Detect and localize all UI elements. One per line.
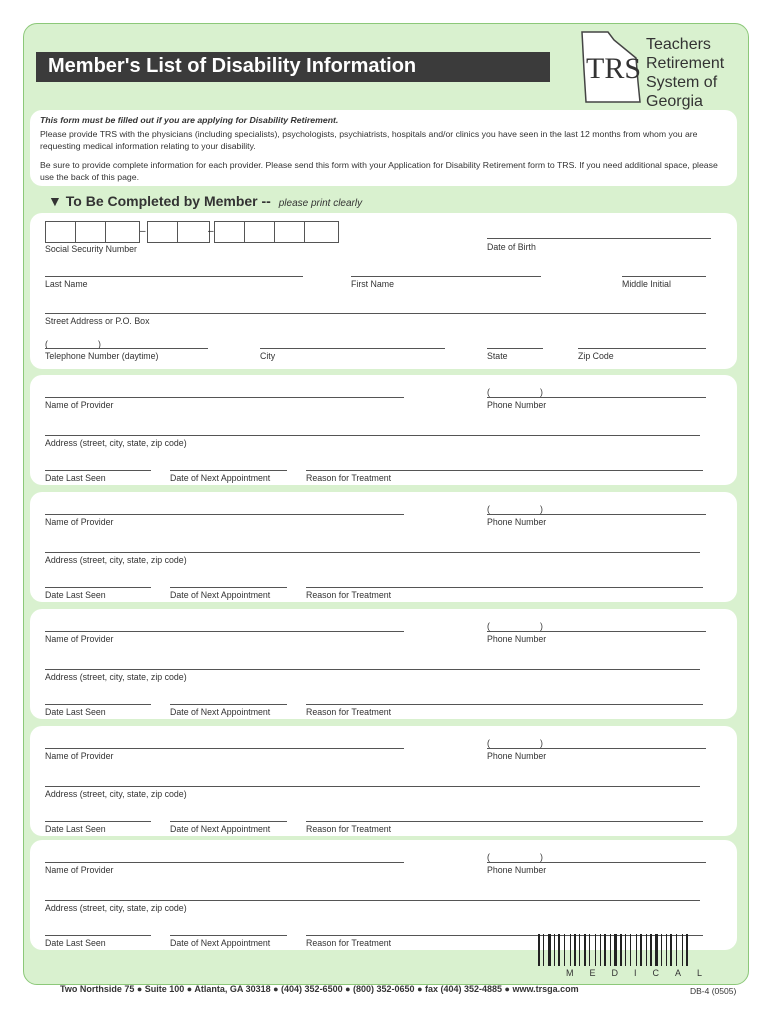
reason-field[interactable]: [306, 587, 703, 588]
section-heading: [48, 193, 362, 209]
org-name: [646, 35, 724, 111]
first-name-label: First Name: [351, 279, 395, 289]
intro-paragraph: Please provide TRS with the physicians (including specialists), psychologists, psychiatrists, hospitals and/or clinics you have seen in the last 12 months from whom you are requesting medical information relating to your disability.: [40, 129, 698, 151]
provider-address-field[interactable]: [45, 435, 700, 436]
dob-field[interactable]: [487, 238, 711, 239]
barcode-bar: [579, 934, 580, 966]
barcode: [538, 934, 714, 968]
last-name-label: Last Name: [45, 279, 88, 289]
provider-area-close: ): [540, 504, 543, 514]
provider-area-close: ): [540, 387, 543, 397]
provider-area-open: (: [487, 852, 490, 862]
section-subtitle: please print clearly: [278, 198, 363, 209]
org-name-line: Georgia: [646, 93, 703, 110]
section-title: To Be Completed by Member --: [65, 193, 271, 209]
barcode-bar: [574, 934, 576, 966]
provider-address-field[interactable]: [45, 669, 700, 670]
provider-area-open: (: [487, 621, 490, 631]
provider-phone-label: Phone Number: [487, 751, 547, 761]
barcode-caption: MEDICAL: [566, 968, 719, 978]
barcode-bar: [620, 934, 622, 966]
provider-phone-label: Phone Number: [487, 865, 547, 875]
provider-phone-field[interactable]: [487, 397, 706, 398]
middle-initial-label: Middle Initial: [622, 279, 671, 289]
title-bar: [36, 52, 550, 82]
zip-label: Zip Code: [578, 351, 614, 361]
barcode-bar: [636, 934, 637, 966]
provider-address-label: Address (street, city, state, zip code): [45, 672, 187, 682]
page-title: Member's List of Disability Information: [48, 55, 417, 77]
provider-panel: [30, 726, 737, 836]
date-last-seen-label: Date Last Seen: [45, 707, 106, 717]
provider-name-label: Name of Provider: [45, 751, 114, 761]
reason-field[interactable]: [306, 704, 703, 705]
provider-area-close: ): [540, 738, 543, 748]
barcode-bar: [650, 934, 652, 966]
barcode-bar: [625, 934, 626, 966]
intro-panel: [30, 110, 737, 186]
provider-name-label: Name of Provider: [45, 634, 114, 644]
next-appointment-label: Date of Next Appointment: [170, 473, 271, 483]
street-label: Street Address or P.O. Box: [45, 316, 150, 326]
telephone-label: Telephone Number (daytime): [45, 351, 159, 361]
barcode-bar: [676, 934, 677, 966]
ssn-part-2[interactable]: [147, 221, 210, 243]
reason-label: Reason for Treatment: [306, 938, 392, 948]
provider-name-label: Name of Provider: [45, 865, 114, 875]
date-last-seen-label: Date Last Seen: [45, 938, 106, 948]
org-name-line: System of: [646, 74, 718, 91]
intro-notice: This form must be filled out if you are applying for Disability Retirement.: [40, 115, 339, 125]
provider-address-label: Address (street, city, state, zip code): [45, 903, 187, 913]
provider-panel: [30, 492, 737, 602]
trs-logo: [578, 30, 644, 104]
dob-label: Date of Birth: [487, 242, 536, 252]
reason-field[interactable]: [306, 821, 703, 822]
footer-address: Two Northside 75 ● Suite 100 ● Atlanta, GA 30318 ● (404) 352-6500 ● (800) 352-0650 ● fax (404) 352-4885 ● www.trsga.com: [60, 984, 579, 994]
provider-address-label: Address (street, city, state, zip code): [45, 555, 187, 565]
date-last-seen-field[interactable]: [45, 704, 151, 705]
barcode-bar: [630, 934, 631, 966]
barcode-bar: [543, 934, 544, 966]
provider-name-field[interactable]: [45, 397, 404, 398]
barcode-bar: [558, 934, 560, 966]
reason-label: Reason for Treatment: [306, 824, 392, 834]
ssn-part-3[interactable]: [214, 221, 339, 243]
barcode-bar: [666, 934, 667, 966]
phone-area-close: ): [98, 339, 101, 349]
barcode-bar: [610, 934, 611, 966]
street-field[interactable]: [45, 313, 706, 314]
state-field[interactable]: [487, 348, 543, 349]
barcode-bar: [600, 934, 601, 966]
next-appointment-label: Date of Next Appointment: [170, 590, 271, 600]
provider-phone-label: Phone Number: [487, 400, 547, 410]
barcode-bar: [595, 934, 596, 966]
provider-phone-field[interactable]: [487, 748, 706, 749]
provider-phone-label: Phone Number: [487, 634, 547, 644]
provider-area-open: (: [487, 387, 490, 397]
provider-area-open: (: [487, 504, 490, 514]
provider-panel: [30, 375, 737, 485]
zip-field[interactable]: [578, 348, 706, 349]
barcode-bar: [682, 934, 683, 966]
city-label: City: [260, 351, 276, 361]
provider-name-field[interactable]: [45, 631, 404, 632]
provider-name-field[interactable]: [45, 514, 404, 515]
barcode-bar: [584, 934, 586, 966]
org-name-line: Retirement: [646, 55, 725, 72]
reason-label: Reason for Treatment: [306, 590, 392, 600]
provider-name-field[interactable]: [45, 862, 404, 863]
next-appointment-field[interactable]: [170, 470, 287, 471]
provider-phone-field[interactable]: [487, 631, 706, 632]
reason-field[interactable]: [306, 470, 703, 471]
provider-panel: [30, 609, 737, 719]
provider-area-close: ): [540, 852, 543, 862]
date-last-seen-label: Date Last Seen: [45, 473, 106, 483]
provider-name-field[interactable]: [45, 748, 404, 749]
intro-paragraph: Be sure to provide complete information for each provider. Please send this form with your Application for Disability Retirement form to TRS. If you need additional space, please use the back of this page.: [40, 160, 718, 182]
first-name-field[interactable]: [351, 276, 541, 277]
telephone-field[interactable]: [45, 348, 208, 349]
next-appointment-field[interactable]: [170, 935, 287, 936]
date-last-seen-label: Date Last Seen: [45, 824, 106, 834]
date-last-seen-label: Date Last Seen: [45, 590, 106, 600]
barcode-bar: [614, 934, 617, 966]
logo-letters: TRS: [586, 52, 642, 85]
provider-area-close: ): [540, 621, 543, 631]
provider-phone-label: Phone Number: [487, 517, 547, 527]
city-field[interactable]: [260, 348, 445, 349]
barcode-bar: [564, 934, 565, 966]
barcode-bar: [646, 934, 647, 966]
last-name-field[interactable]: [45, 276, 303, 277]
provider-address-field[interactable]: [45, 900, 700, 901]
provider-area-open: (: [487, 738, 490, 748]
provider-phone-field[interactable]: [487, 514, 706, 515]
barcode-bar: [604, 934, 606, 966]
ssn-dash: –: [208, 226, 214, 237]
ssn-part-1[interactable]: [45, 221, 140, 243]
next-appointment-field[interactable]: [170, 704, 287, 705]
next-appointment-label: Date of Next Appointment: [170, 824, 271, 834]
reason-label: Reason for Treatment: [306, 473, 392, 483]
next-appointment-field[interactable]: [170, 587, 287, 588]
barcode-bar: [570, 934, 571, 966]
next-appointment-label: Date of Next Appointment: [170, 938, 271, 948]
provider-name-label: Name of Provider: [45, 400, 114, 410]
date-last-seen-field[interactable]: [45, 821, 151, 822]
ssn-label: Social Security Number: [45, 244, 137, 254]
next-appointment-label: Date of Next Appointment: [170, 707, 271, 717]
barcode-bar: [589, 934, 590, 966]
barcode-bar: [661, 934, 662, 966]
barcode-bar: [670, 934, 672, 966]
provider-address-field[interactable]: [45, 786, 700, 787]
triangle-down-icon: ▼: [48, 193, 62, 209]
org-name-line: Teachers: [646, 36, 711, 53]
barcode-bar: [640, 934, 642, 966]
reason-label: Reason for Treatment: [306, 707, 392, 717]
barcode-bar: [686, 934, 688, 966]
barcode-bar: [655, 934, 658, 966]
provider-address-label: Address (street, city, state, zip code): [45, 438, 187, 448]
ssn-dash: –: [140, 226, 146, 237]
form-number: DB-4 (0505): [690, 986, 737, 996]
provider-name-label: Name of Provider: [45, 517, 114, 527]
date-last-seen-field[interactable]: [45, 587, 151, 588]
provider-address-label: Address (street, city, state, zip code): [45, 789, 187, 799]
state-label: State: [487, 351, 508, 361]
phone-area-open: (: [45, 339, 48, 349]
provider-phone-field[interactable]: [487, 862, 706, 863]
barcode-bar: [554, 934, 555, 966]
barcode-bar: [538, 934, 540, 966]
next-appointment-field[interactable]: [170, 821, 287, 822]
middle-initial-field[interactable]: [622, 276, 706, 277]
date-last-seen-field[interactable]: [45, 470, 151, 471]
provider-address-field[interactable]: [45, 552, 700, 553]
barcode-bar: [548, 934, 551, 966]
date-last-seen-field[interactable]: [45, 935, 151, 936]
